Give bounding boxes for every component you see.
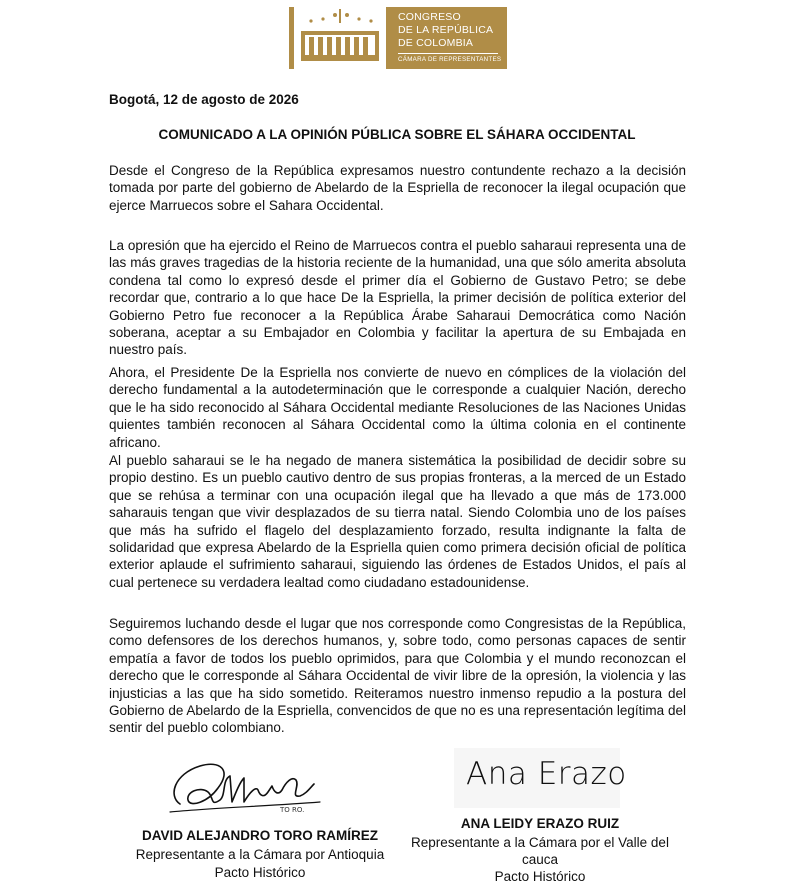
signatory-party: Pacto Histórico bbox=[214, 865, 306, 880]
signatory-role-continued: cauca bbox=[521, 852, 559, 867]
logo-subline: CÁMARA DE REPRESENTANTES bbox=[398, 56, 502, 63]
signature-note: TO RO. bbox=[280, 806, 305, 814]
signature-ana-erazo: Ana Erazo bbox=[466, 756, 627, 792]
signatory-name: DAVID ALEJANDRO TORO RAMÍREZ bbox=[141, 828, 378, 843]
capitol-building-icon bbox=[289, 7, 391, 69]
document-date: Bogotá, 12 de agosto de 2026 bbox=[109, 92, 299, 107]
logo-line-3: DE COLOMBIA bbox=[398, 37, 474, 49]
paragraph: Ahora, el Presidente De la Espriella nos convierte de nuevo en cómplices de la violación del derecho fundamental a la autodeterminación que le corresponde a cualquier Nación, derecho que le ha sido reconocido al Sáhara Occidental mediante Resoluciones de las Naciones Unidas quientes también reconocen al Sáhara Occidental como la última colonia en el continente africano. bbox=[109, 365, 686, 450]
signatory-role: Representante a la Cámara por Antioquia bbox=[135, 847, 385, 862]
paragraph: La opresión que ha ejercido el Reino de Marruecos contra el pueblo saharaui representa una de las más graves tragedias de la historia reciente de la humanidad, una que sólo amerita absoluta condena tal como lo expresó desde el primer día el Gobierno de Gustavo Petro; se debe recordar que, contrario a lo que hace De la Espriella, la primer decisión de política exterior del Gobierno Petro fue reconocer a la República Árabe Saharaui Democrática como Nación soberana, aceptar a su Embajador en Colombia y facilitar la apertura de su Embajada en nuestro país. bbox=[109, 238, 686, 358]
logo-wordmark bbox=[391, 7, 507, 69]
signature-david-toro bbox=[160, 752, 330, 822]
paragraph: Seguiremos luchando desde el lugar que nos corresponde como Congresistas de la República, como defensores de los derechos humanos, y, sobre todo, como personas capaces de sentir empatía a favor de todos los pueblo oprimidos, para que Colombia y el mundo reconozcan el derecho que le corresponde al Sáhara Occidental de vivir libre de la opresión, la violencia y las injusticias a las que ha sido sometido. Reiteramos nuestro inmenso repudio a la postura del Gobierno de Abelardo de la Espriella, convencidos de que no es una representación legítima del sentir del pueblo colombiano. bbox=[109, 616, 686, 736]
document-title: COMUNICADO A LA OPINIÓN PÚBLICA SOBRE EL SÁHARA OCCIDENTAL bbox=[158, 127, 636, 142]
logo-line-1: CONGRESO bbox=[398, 11, 461, 23]
paragraph: Al pueblo saharaui se le ha negado de manera sistemática la posibilidad de decidir sobre su propio destino. Es un pueblo cautivo dentro de sus propias fronteras, a la merced de un Estado que se rehúsa a terminar con una ocupación ilegal que ha llevado a que más de 173.000 saharauis tengan que vivir desplazados de su tierra natal. Siendo Colombia uno de los países que más ha sufrido el flagelo del desplazamiento forzado, resulta indignante la falta de solidaridad que expresa Abelardo de la Espriella quien como primera decisión oficial de política exterior aplaude el sufrimiento saharaui, siguiendo las órdenes de Estados Unidos, el país al cual pertenece su verdadera lealtad como ciudadano estadounidense. bbox=[109, 453, 686, 590]
signatory-party: Pacto Histórico bbox=[494, 869, 586, 884]
logo-line-2: DE LA REPÚBLICA bbox=[398, 24, 494, 36]
signatory-role: Representante a la Cámara por el Valle del bbox=[411, 835, 669, 850]
congress-logo bbox=[289, 7, 507, 69]
logo-divider bbox=[398, 53, 498, 54]
signatory-name: ANA LEIDY ERAZO RUIZ bbox=[460, 816, 620, 831]
paragraph: Desde el Congreso de la República expresamos nuestro contundente rechazo a la decisión tomada por parte del gobierno de Abelardo de la Espriella de reconocer la ilegal ocupación que ejerce Marruecos sobre el Sahara Occidental. bbox=[109, 163, 686, 213]
